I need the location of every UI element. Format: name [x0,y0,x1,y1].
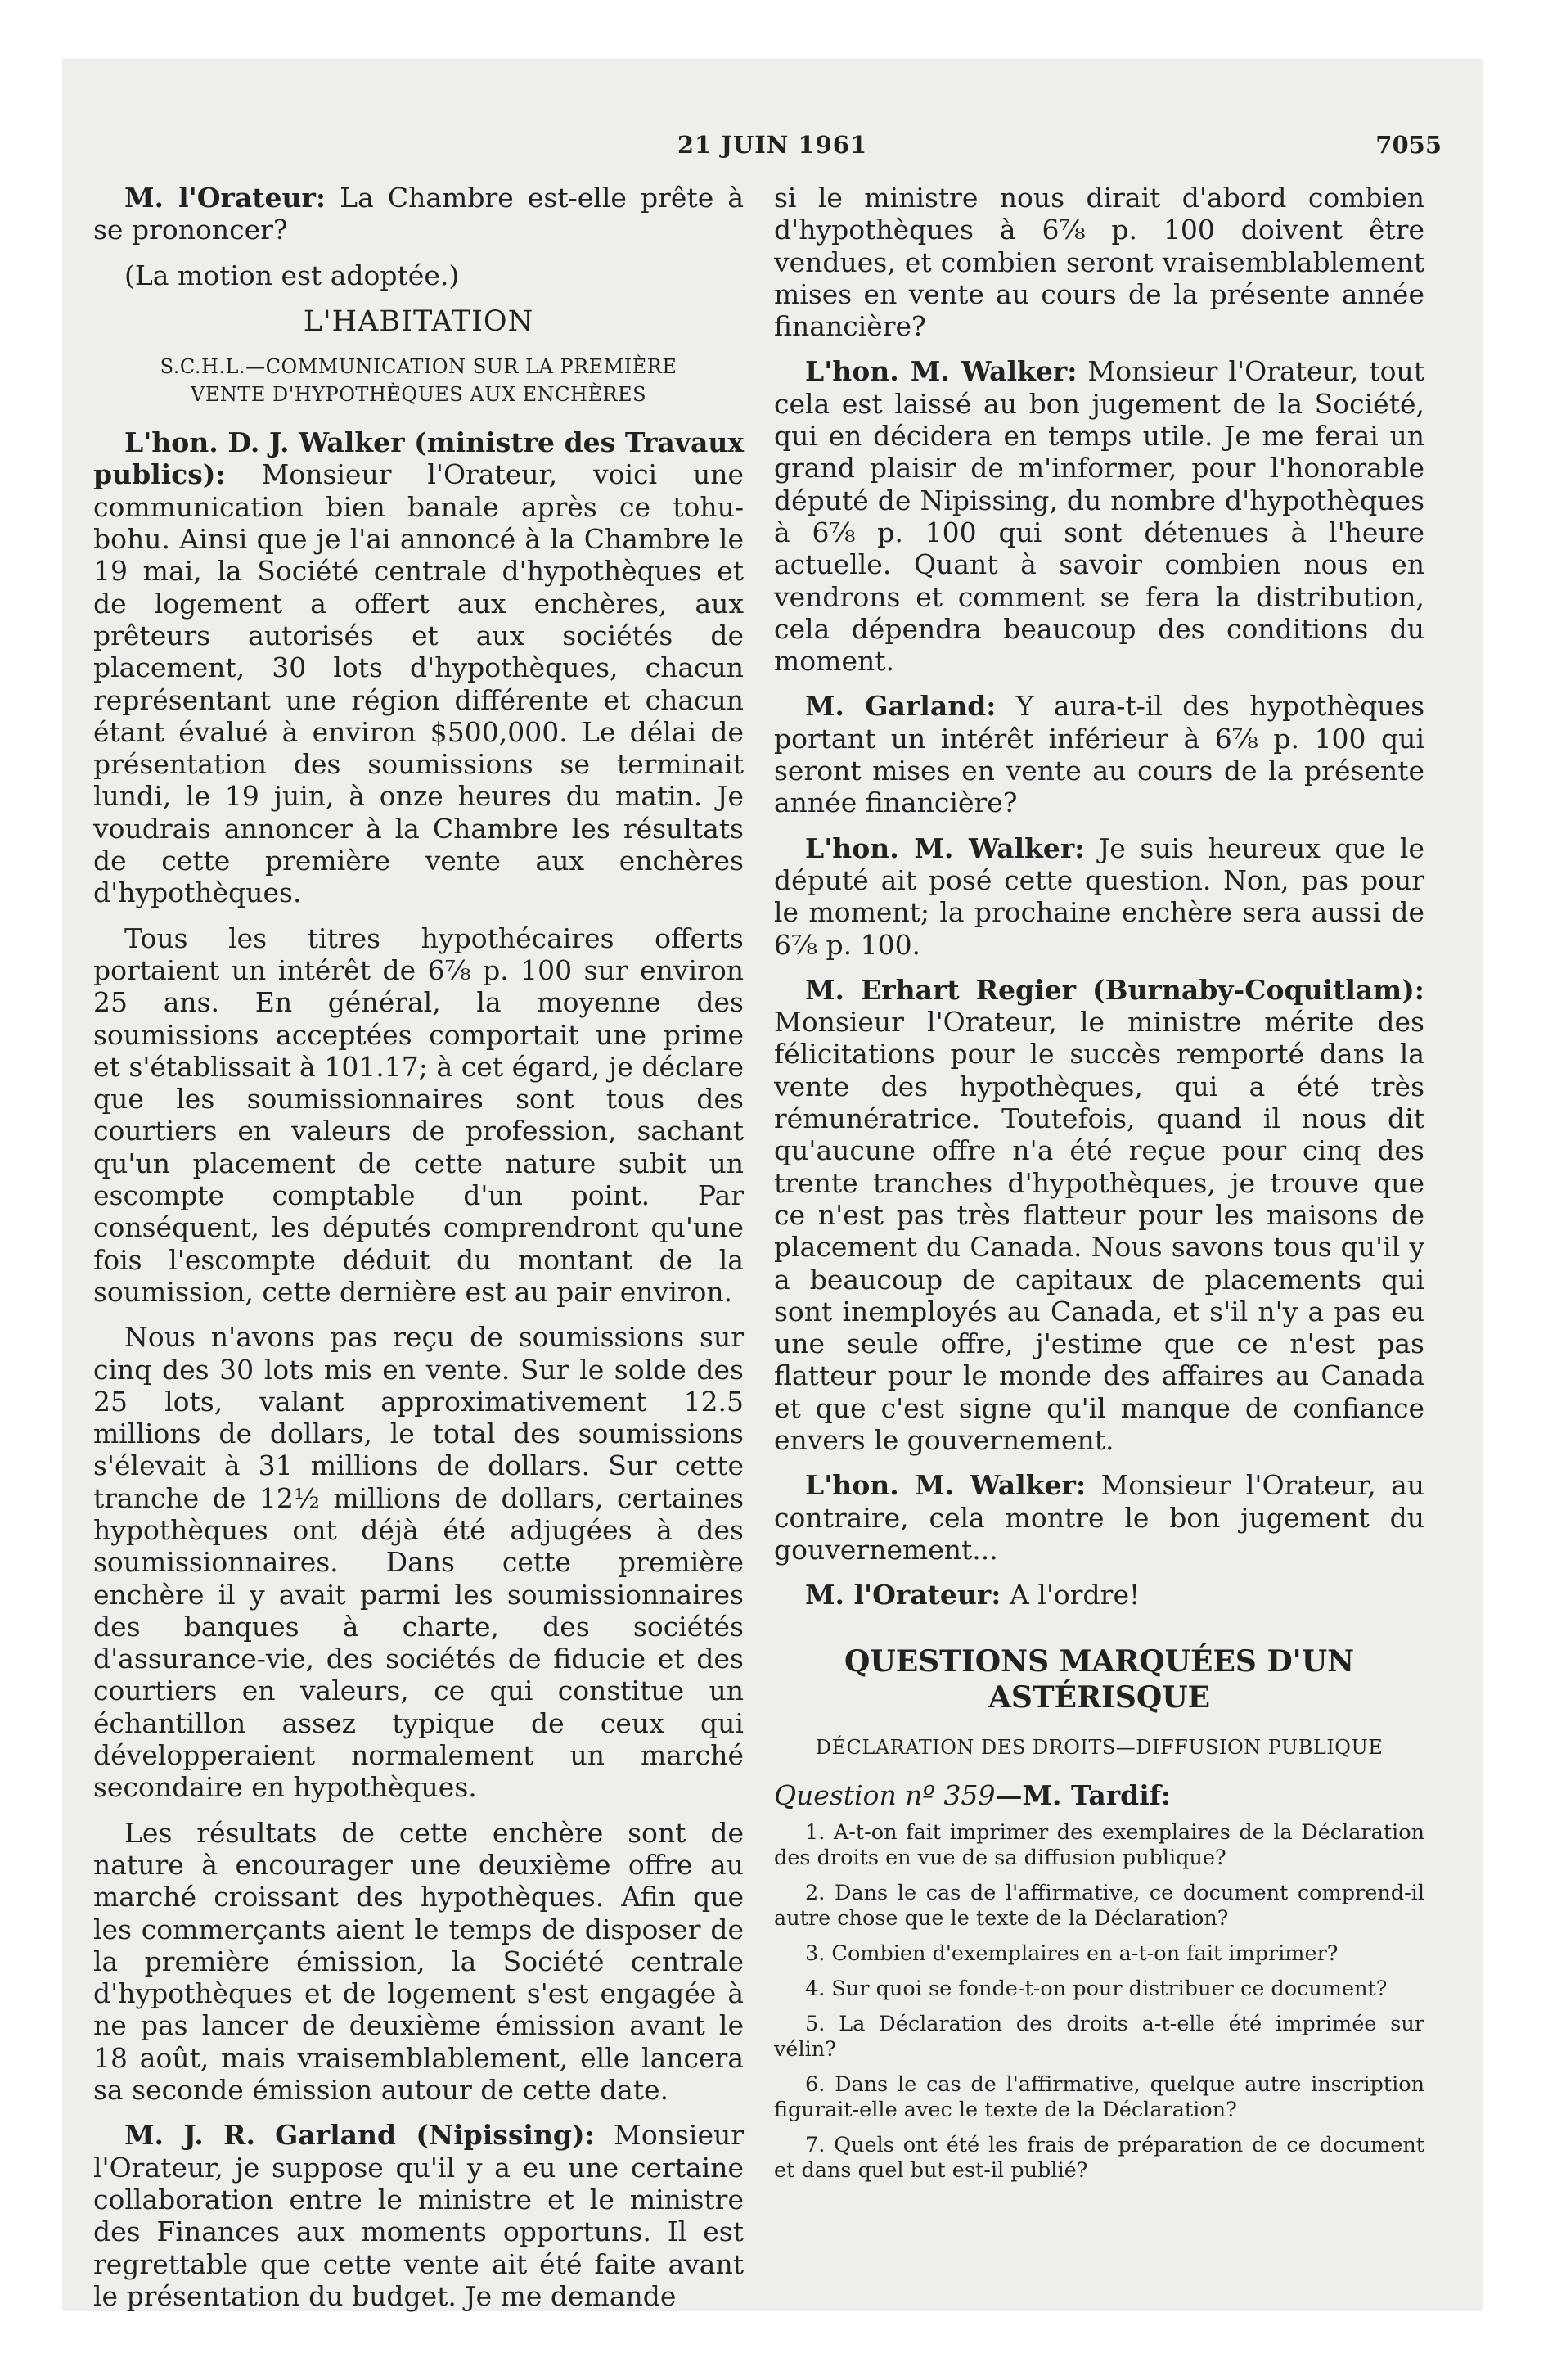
paragraph-orateur-2 [774,1579,1424,1611]
speaker-name: M. Garland: [805,690,997,723]
paragraph-regier [774,974,1424,1456]
speech-text: Monsieur l'Orateur, tout cela est laissé au bon jugement de la Société, qui en décidera en temps utile. Je me ferai un grand plaisir de m'informer, pour l'honorable député de Nipissing, du nombre d'hypothèques à 6⅞ p. 100 qui sont détenues à l'heure actuelle. Quant à savoir combien nous en vendrons et comment se fera la distribution, cela dépendra beaucoup des conditions du moment. [774,355,1425,678]
speaker-name: M. l'Orateur: [124,182,326,214]
speaker-name: M. J. R. Garland (Nipissing): [124,2119,595,2152]
header-date: 21 JUIN 1961 [677,131,868,159]
question-item: 5. La Déclaration des droits a-t-elle été imprimée sur vélin? [774,2011,1424,2062]
paragraph-soumissions: Nous n'avons pas reçu de soumissions sur cinq des 30 lots mis en vente. Sur le solde des 25 lots, valant approximativement 12.5 millions de dollars, le total des soumissions s'élevait à 31 millions de dollars. Sur cette tranche de 12½ millions de dollars, certaines hypothèques ont déjà été adjugées à des soumissionnaires. Dans cette première enchère il y avait parmi les soumissionnaires des banques à charte, des sociétés d'assurance-vie, des sociétés de fiducie et des courtiers en valeurs, ce qui constitue un échantillon assez typique de ceux qui développeraient normalement un marché secondaire en hypothèques. [93,1321,744,1804]
question-number: Question nº 359 [774,1779,996,1812]
questions-subheading: DÉCLARATION DES DROITS—DIFFUSION PUBLIQUE [815,1736,1384,1760]
header-page-number: 7055 [1375,131,1442,159]
question-item: 2. Dans le cas de l'affirmative, ce document comprend-il autre chose que le texte de la Déclaration? [774,1880,1424,1931]
question-item: 7. Quels ont été les frais de préparation de ce document et dans quel but est-il publié? [774,2132,1424,2183]
speech-text: A l'ordre! [1001,1579,1141,1611]
speaker-name: L'hon. D. J. Walker (ministre des Travaux publics): [93,426,744,491]
motion-adopted: (La motion est adoptée.) [124,259,460,291]
question-header [774,1779,1424,1811]
paragraph-resultats: Les résultats de cette enchère sont de nature à encourager une deuxième offre au marché croissant des hypothèques. Afin que les commerçants aient le temps de disposer de la première émission, la Société centrale d'hypothèques et de logement s'est engagée à ne pas lancer de deuxième émission avant le 18 août, mais vraisemblablement, elle lancera sa seconde émission autour de cette date. [93,1816,744,2107]
paragraph-walker-reply-3 [774,1469,1424,1566]
questions-heading-line-1: QUESTIONS MARQUÉES D'UN [844,1644,1355,1679]
right-column [774,182,1424,2193]
speech-text: Y aura-t-il des hypothèques portant un intérêt inférieur à 6⅞ p. 100 qui seront mises en vente au cours de la présente année financière? [774,690,1424,819]
speech-text: Je suis heureux que le député ait posé cette question. Non, pas pour le moment; la prochaine enchère sera aussi de 6⅞ p. 100. [774,832,1424,961]
speaker-name: L'hon. M. Walker: [805,1469,1087,1502]
paragraph-garland-question [774,690,1424,818]
speaker-name: M. l'Orateur: [805,1579,1001,1611]
questions-heading-line-2: ASTÉRISQUE [988,1680,1211,1715]
page-header [62,131,1483,170]
paragraph-walker-statement [93,426,744,908]
paragraph-continuation: si le ministre nous dirait d'abord combien d'hypothèques à 6⅞ p. 100 doivent être vendues, et combien seront vraisemblablement mises en vente au cours de la présente année financière? [774,182,1424,343]
speaker-name: M. Erhart Regier (Burnaby-Coquitlam): [805,973,1424,1006]
paragraph-orateur-1 [93,182,744,246]
subtitle-line-1: S.C.H.L.—COMMUNICATION SUR LA PREMIÈRE [160,355,677,379]
question-item: 1. A-t-on fait imprimer des exemplaires de la Déclaration des droits en vue de sa diffusion publique? [774,1819,1424,1870]
subtitle-line-2: VENTE D'HYPOTHÈQUES AUX ENCHÈRES [190,383,647,407]
speech-text: Monsieur l'Orateur, voici une communication bien banale après ce tohu-bohu. Ainsi que je l'ai annoncé à la Chambre le 19 mai, la Société centrale d'hypothèques et de logement a offert aux enchères, aux prêteurs autorisés et aux sociétés de placement, 30 lots d'hypothèques, chacun représentant une région différente et chacun étant évalué à environ $500,000. Le délai de présentation des soumissions se terminait lundi, le 19 juin, à onze heures du matin. Je voudrais annoncer à la Chambre les résultats de cette première vente aux enchères d'hypothèques. [93,458,744,909]
section-title: L'HABITATION [303,304,534,338]
paragraph-garland [93,2119,744,2312]
left-column [93,182,744,2325]
paragraph-walker-reply-1 [774,355,1424,677]
paragraph-titres: Tous les titres hypothécaires offerts portaient un intérêt de 6⅞ p. 100 sur environ 25 ans. En général, la moyenne des soumissions acceptées comportait une prime et s'établissait à 101.17; à cet égard, je déclare que les soumissionnaires sont tous des courtiers en valeurs de profession, sachant qu'un placement de cette nature subit un escompte comptable d'un point. Par conséquent, les députés comprendront qu'une fois l'escompte déduit du montant de la soumission, cette dernière est au pair environ. [93,922,744,1308]
question-author: —M. Tardif: [995,1779,1172,1812]
speech-text: Monsieur l'Orateur, le ministre mérite des félicitations pour le succès remporté dans la vente des hypothèques, qui a été très rémunératrice. Toutefois, quand il nous dit qu'aucune offre n'a été reçue pour cinq des trente tranches d'hypothèques, je trouve que ce n'est pas très flatteur pour les maisons de placement du Canada. Nous savons tous qu'il y a beaucoup de capitaux de placements qui sont inemployés au Canada, et s'il n'y a pas eu une seule offre, j'estime que ce n'est pas flatteur pour le monde des affaires au Canada et que c'est signe qu'il manque de confiance envers le gouvernement. [774,1006,1424,1456]
paragraph-walker-reply-2 [774,832,1424,961]
hansard-page [62,59,1483,2311]
question-item: 6. Dans le cas de l'affirmative, quelque autre inscription figurait-elle avec le texte de la Déclaration? [774,2071,1424,2122]
speech-text: La Chambre est-elle prête à se prononcer? [93,182,744,246]
speaker-name: L'hon. M. Walker: [805,832,1085,864]
speaker-name: L'hon. M. Walker: [805,355,1078,388]
questions-heading [774,1643,1424,1715]
question-item: 3. Combien d'exemplaires en a-t-on fait imprimer? [805,1941,1339,1966]
question-item: 4. Sur quoi se fonde-t-on pour distribuer ce document? [805,1976,1388,2001]
speech-text: Monsieur l'Orateur, je suppose qu'il y a eu une certaine collaboration entre le ministre et le ministre des Finances aux moments opportuns. Il est regrettable que cette vente ait été faite avant le présentation du budget. Je me demande [93,2119,745,2312]
section-subtitle [93,353,744,408]
speech-text: Monsieur l'Orateur, au contraire, cela montre le bon jugement du gouvernement... [774,1469,1425,1566]
